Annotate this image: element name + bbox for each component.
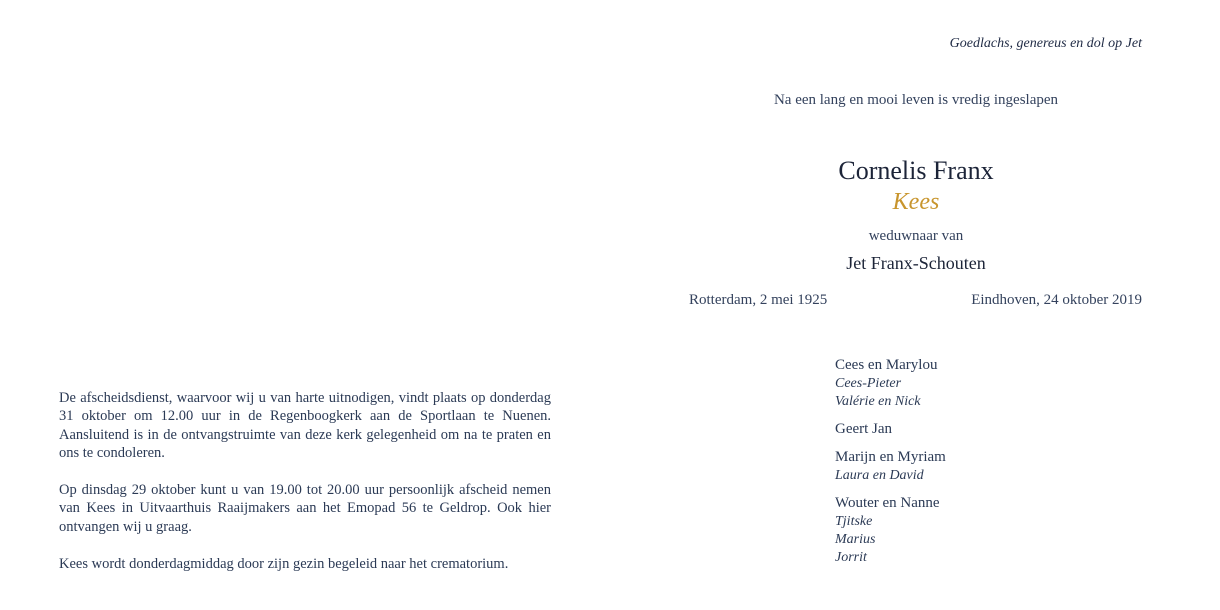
- family-group: [835, 448, 1135, 485]
- family-group: [835, 494, 1135, 567]
- widow-label: weduwnaar van: [868, 228, 964, 244]
- grandchild: Laura en David: [835, 468, 924, 483]
- family-group: [835, 356, 1135, 411]
- family-member: Marijn en Myriam: [835, 449, 946, 465]
- grandchild: Cees-Pieter: [835, 376, 902, 391]
- spouse-name: Jet Franx-Schouten: [846, 253, 986, 273]
- family-member: Cees en Marylou: [835, 357, 938, 373]
- service-info: [59, 389, 551, 573]
- family-member: Geert Jan: [835, 421, 893, 437]
- death-date-place: Eindhoven, 24 oktober 2019: [971, 292, 1142, 308]
- motto: Goedlachs, genereus en dol op Jet: [949, 36, 1142, 51]
- service-paragraph: De afscheidsdienst, waarvoor wij u van harte uitnodigen, vindt plaats op donderdag 31 oktober om 12.00 uur in de Regenboogkerk aan de Sportlaan te Nuenen. Aansluitend is in de ontvangstruimte van deze kerk gelegenheid om na te praten en ons te condoleren.: [59, 390, 551, 462]
- birth-date-place: Rotterdam, 2 mei 1925: [689, 292, 828, 308]
- grandchild: Tjitske: [835, 514, 873, 529]
- viewing-paragraph: Op dinsdag 29 oktober kunt u van 19.00 tot 20.00 uur persoonlijk afscheid nemen van Kees in Uitvaarthuis Raaijmakers aan het Emopad 56 te Geldrop. Ook hier ontvangen wij u graag.: [59, 482, 551, 535]
- family-group: [835, 420, 1135, 439]
- deceased-name: Cornelis Franx: [838, 156, 994, 185]
- family-member: Wouter en Nanne: [835, 495, 940, 511]
- grandchild: Valérie en Nick: [835, 394, 921, 409]
- grandchild: Jorrit: [835, 550, 867, 565]
- grandchild: Marius: [835, 532, 876, 547]
- cremation-paragraph: Kees wordt donderdagmiddag door zijn gezin begeleid naar het crematorium.: [59, 555, 509, 572]
- intro-text: Na een lang en mooi leven is vredig ingeslapen: [773, 92, 1059, 108]
- deceased-nickname: Kees: [892, 189, 940, 215]
- family-list: [835, 356, 1135, 576]
